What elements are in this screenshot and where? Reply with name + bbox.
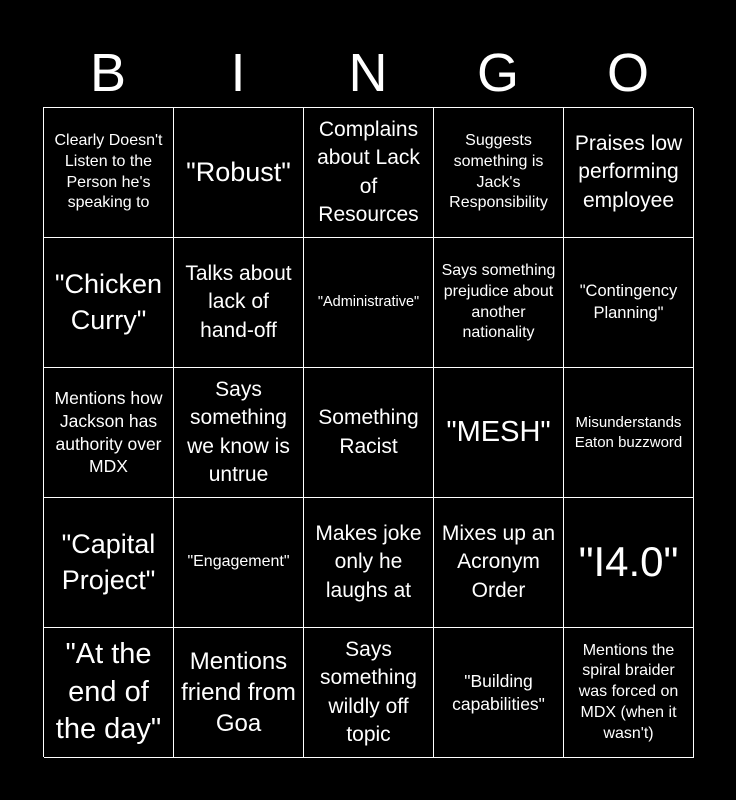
bingo-cell[interactable] bbox=[434, 498, 564, 628]
bingo-cell[interactable] bbox=[44, 238, 174, 368]
cell-text: Complains about Lack of Resources bbox=[317, 117, 420, 226]
bingo-cell[interactable] bbox=[44, 108, 174, 238]
cell-text: Mixes up an Acronym Order bbox=[441, 521, 556, 602]
cell-text: Talks about lack of hand-off bbox=[185, 261, 292, 342]
bingo-cell[interactable] bbox=[434, 368, 564, 498]
bingo-cell[interactable] bbox=[304, 498, 434, 628]
cell-text: "Engagement" bbox=[187, 553, 290, 571]
bingo-cell[interactable] bbox=[174, 628, 304, 758]
cell-text: "Contingency Planning" bbox=[579, 282, 678, 322]
cell-text: Mentions the spiral braider was forced on MDX (when it wasn't) bbox=[578, 641, 679, 742]
bingo-cell[interactable] bbox=[304, 238, 434, 368]
bingo-header bbox=[43, 40, 693, 106]
header-letter-b: B bbox=[89, 43, 127, 103]
cell-text: "Robust" bbox=[186, 156, 291, 187]
cell-text: Makes joke only he laughs at bbox=[315, 521, 422, 602]
bingo-cell[interactable] bbox=[564, 238, 694, 368]
cell-text: Mentions how Jackson has authority over MDX bbox=[54, 388, 163, 477]
cell-text: "Administrative" bbox=[317, 294, 420, 311]
bingo-cell[interactable] bbox=[434, 108, 564, 238]
bingo-cell[interactable] bbox=[434, 628, 564, 758]
bingo-cell[interactable] bbox=[174, 498, 304, 628]
bingo-cell[interactable] bbox=[174, 368, 304, 498]
bingo-cell[interactable] bbox=[304, 368, 434, 498]
cell-text: Says something we know is untrue bbox=[187, 377, 290, 486]
cell-text: "Building capabilities" bbox=[452, 670, 545, 714]
cell-text: Clearly Doesn't Listen to the Person he's speaking to bbox=[54, 131, 163, 212]
cell-text: "Capital Project" bbox=[61, 529, 156, 595]
bingo-cell[interactable] bbox=[304, 628, 434, 758]
bingo-cell[interactable] bbox=[304, 108, 434, 238]
bingo-cell[interactable] bbox=[174, 238, 304, 368]
cell-text: "I4.0" bbox=[578, 538, 679, 586]
cell-text: "MESH" bbox=[446, 415, 551, 448]
cell-text: Says something prejudice about another nationality bbox=[441, 261, 556, 342]
cell-text: "At the end of the day" bbox=[55, 637, 162, 746]
bingo-cell[interactable] bbox=[564, 368, 694, 498]
bingo-cell[interactable] bbox=[44, 368, 174, 498]
cell-text: Mentions friend from Goa bbox=[181, 647, 296, 738]
cell-text: Misunderstands Eaton buzzword bbox=[574, 414, 683, 451]
header-letter-n: N bbox=[348, 43, 388, 103]
bingo-cell[interactable] bbox=[564, 108, 694, 238]
bingo-cell[interactable] bbox=[174, 108, 304, 238]
bingo-cell[interactable] bbox=[44, 498, 174, 628]
cell-text: Suggests something is Jack's Responsibility bbox=[449, 131, 548, 212]
cell-text: Praises low performing employee bbox=[574, 131, 683, 212]
header-letter-o: O bbox=[606, 43, 649, 103]
header-letter-g: G bbox=[476, 43, 519, 103]
cell-text: Says something wildly off topic bbox=[320, 637, 417, 746]
bingo-cell[interactable] bbox=[564, 628, 694, 758]
header-letter-i: I bbox=[230, 43, 246, 103]
bingo-cell[interactable] bbox=[44, 628, 174, 758]
bingo-cell[interactable] bbox=[564, 498, 694, 628]
cell-text: Something Racist bbox=[318, 406, 419, 458]
bingo-card-grid bbox=[43, 107, 693, 757]
bingo-cell[interactable] bbox=[434, 238, 564, 368]
cell-text: "Chicken Curry" bbox=[54, 269, 163, 335]
